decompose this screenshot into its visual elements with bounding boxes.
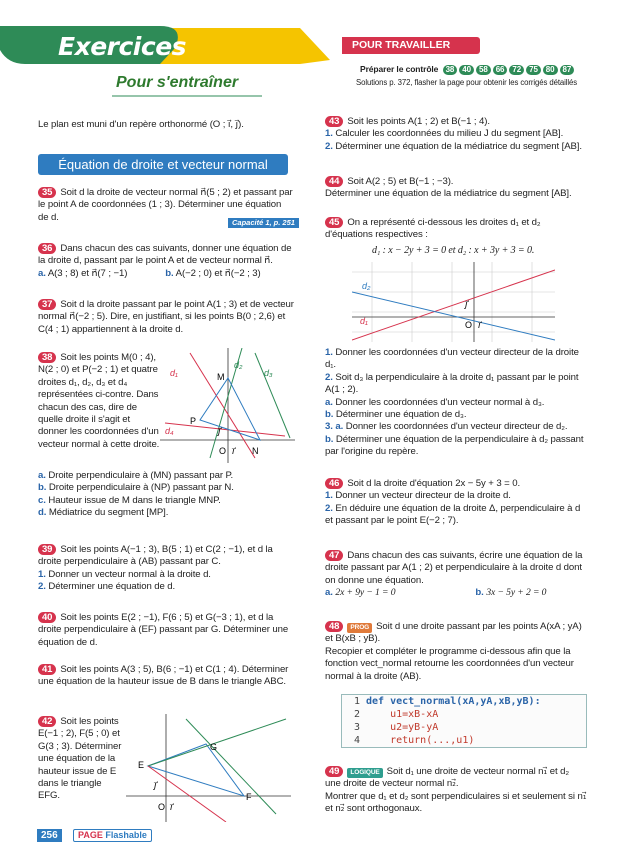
intro: Le plan est muni d'un repère orthonormé (O ; i⃗, j⃗). (38, 119, 244, 130)
label-j: j⃗ (154, 780, 157, 790)
exercise-number: 35 (38, 187, 56, 198)
exercise-42: 42 Soit les points E(−1 ; 2), F(5 ; 0) et G(3 ; 3). Déterminer une équation de la hauteur issue de E dans le triangle EFG. (38, 716, 122, 802)
label-d2: d₂ (362, 281, 371, 291)
label-j: j⃗ (465, 299, 468, 309)
exercise-37: 37 Soit d la droite passant par le point A(1 ; 3) et de vecteur normal n⃗(−2 ; 5). Dire, en justifiant, si les points B(0 ; 2,6) et C(4 ; 1) appartiennent à la droite d. (38, 299, 294, 335)
triangle-efg (148, 744, 244, 796)
exercise-47: 47 Dans chacun des cas suivants, écrire une équation de la droite passant par A(1 ; 2) et perpendiculaire à la droite d dont on donne une équation. a. 2x + 9y − 1 = 0 b. 3x − 5y + 2 = 0 (325, 550, 583, 599)
label-d3: d₃ (264, 368, 273, 378)
label-i: i⃗ (232, 446, 235, 456)
chip[interactable]: 72 (509, 65, 524, 75)
label-d2: d₂ (234, 360, 243, 370)
exercise-number: 44 (325, 176, 343, 187)
label-f: F (246, 792, 252, 802)
exercise-number: 39 (38, 544, 56, 555)
page-title: Exercices (58, 32, 187, 61)
panel-title: POUR TRAVAILLER SEUL (342, 37, 480, 54)
chip[interactable]: 80 (543, 65, 558, 75)
label-d4: d₄ (165, 426, 174, 436)
exercise-number: 48 (325, 621, 343, 632)
label-m: M (217, 372, 225, 382)
exercise-number: 46 (325, 478, 343, 489)
exercise-number: 40 (38, 612, 56, 623)
page-number: 256 (37, 829, 62, 842)
label-o: O (219, 446, 227, 456)
line-d1 (352, 270, 555, 340)
exercise-41: 41 Soit les points A(3 ; 5), B(6 ; −1) et C(1 ; 4). Déterminer une équation de la hauteur issue de B dans le triangle ABC. (38, 664, 289, 688)
chip[interactable]: 75 (526, 65, 541, 75)
label-p: P (190, 416, 197, 426)
exercise-48: 48 PROG Soit d une droite passant par les points A(xA ; yA) et B(xB ; yB). Recopier et compléter le programme ci-dessous afin que la fonction vect_normal retourne les coordonnées d'un vecteur normal à la droite (AB). (325, 621, 582, 682)
line-green (186, 719, 276, 814)
chip[interactable]: 40 (459, 65, 474, 75)
capacite-link[interactable]: Capacité 1, p. 251 (228, 218, 299, 228)
line-d4 (165, 423, 285, 436)
logique-tag: LOGIQUE (347, 768, 382, 778)
exercise-number: 37 (38, 299, 56, 310)
exercise-number: 47 (325, 550, 343, 561)
exercise-39: 39 Soit les points A(−1 ; 3), B(5 ; 1) et C(2 ; −1), et d la droite perpendiculaire à (AB) passant par C. 1. Donner un vecteur normal à la droite d. 2. Déterminer une équation de d. (38, 544, 273, 593)
exercise-number: 45 (325, 217, 343, 228)
section-title: Équation de droite et vecteur normal (38, 154, 288, 175)
exercise-number: 42 (38, 716, 56, 727)
exercise-38: 38 Soit les points M(0 ; 4), N(2 ; 0) et P(−2 ; 1) et quatre droites d₁, d₂, d₃ et d₄ représentées ci-contre. Dans chacun des cas, dire de quelle droite il s'agit et donner les coordonnées d'un vecteur normal à cette droite. (38, 352, 160, 450)
exercise-45: 45 On a représenté ci-dessous les droites d₁ et d₂ d'équations respectives : (325, 217, 541, 241)
label-j: j⃗ (218, 426, 221, 436)
label-d1: d₁ (360, 316, 368, 326)
exercise-44: 44 Soit A(2 ; 5) et B(−1 ; −3). Déterminer une équation de la médiatrice du segment [AB]. (325, 176, 572, 200)
page-subtitle: Pour s'entraîner (116, 74, 239, 91)
exercise-number: 49 (325, 766, 343, 777)
triangle-mnp (200, 378, 260, 440)
label-d1: d₁ (170, 368, 178, 378)
exercise-38-items: a. Droite perpendiculaire à (MN) passant par P. b. Droite perpendiculaire à (NP) passant par N. c. Hauteur issue de M dans le triangle MNP. d. Médiatrice du segment [MP]. (38, 470, 234, 519)
exercise-number: 41 (38, 664, 56, 675)
exercise-number: 36 (38, 243, 56, 254)
equation-45: d₁ : x − 2y + 3 = 0 et d₂ : x + 3y + 3 = 0. (372, 245, 535, 256)
chip[interactable]: 38 (443, 65, 458, 75)
line-d2 (352, 292, 555, 340)
figure-42 (126, 714, 291, 822)
prog-tag: PROG (347, 623, 372, 633)
figure-38 (160, 348, 295, 463)
exercise-36: 36 Dans chacun des cas suivants, donner une équation de la droite d, passant par le point A et de vecteur normal n⃗. a. A(3 ; 8) et n⃗(7 ; −1) b. A(−2 ; 0) et n⃗(−2 ; 3) (38, 243, 292, 279)
exercise-35: 35 Soit d la droite de vecteur normal n⃗(5 ; 2) et passant par le point A de coordonnées (1 ; 3). Déterminer une équation de d. (38, 187, 293, 223)
label-i: i⃗ (478, 320, 481, 330)
exercise-46: 46 Soit d la droite d'équation 2x − 5y + 3 = 0. 1. Donner un vecteur directeur de la droite d. 2. En déduire une équation de la droite Δ, perpendiculaire à d et passant par le point E(−2 ; 7). (325, 478, 581, 527)
line-d3 (255, 353, 290, 438)
label-n: N (252, 446, 259, 456)
exercise-49: 49 LOGIQUE Soit d₁ une droite de vecteur normal n₁⃗ et d₂ une droite de vecteur normal n₂⃗. Montrer que d₁ et d₂ sont perpendiculaires si et seulement si n₁⃗ et n₂⃗ sont orthogonaux. (325, 766, 587, 815)
chip[interactable]: 58 (476, 65, 491, 75)
exercise-number: 38 (38, 352, 56, 363)
solutions-note: Solutions p. 372, flasher la page pour obtenir les corrigés détaillés (356, 78, 578, 87)
chip[interactable]: 66 (493, 65, 508, 75)
label-o: O (465, 320, 473, 330)
label-e: E (138, 760, 145, 770)
chip[interactable]: 87 (560, 65, 575, 75)
code-block: 1 def vect_normal(xA,yA,xB,yB): 2 u1=xB-xA 3 u2=yB-yA 4 return(...,u1) (341, 694, 587, 748)
figure-45 (352, 262, 555, 342)
prepare-label: Préparer le contrôle (360, 64, 439, 74)
exercise-number: 43 (325, 116, 343, 127)
prepare-control (360, 63, 574, 75)
label-o: O (158, 802, 166, 812)
flashable-badge[interactable]: PAGE Flashable (73, 829, 152, 842)
label-i: i⃗ (170, 802, 173, 812)
exercise-43: 43 Soit les points A(1 ; 2) et B(−1 ; 4). 1. Calculer les coordonnées du milieu J du segment [AB]. 2. Déterminer une équation de la médiatrice du segment [AB]. (325, 116, 582, 152)
exercise-40: 40 Soit les points E(2 ; −1), F(6 ; 5) et G(−3 ; 1), et d la droite perpendiculaire à (EF) passant par G. Déterminer une équation de d. (38, 612, 289, 648)
label-g: G (210, 742, 218, 752)
exercise-45-items: 1. Donner les coordonnées d'un vecteur directeur de la droite d₁. 2. Soit d₃ la perpendiculaire à la droite d₁ passant par le point A(1 ; 2). a. Donner les coordonnées d'un vecteur normal à d₃. b. Déterminer une équation de d₃. 3. a. Donner les coordonnées d'un vecteur directeur de d₂. b. Déterminer une équation de la perpendiculaire à d₂ passant par l'origine du repère. (325, 347, 584, 458)
altitude-e (148, 766, 226, 822)
line-d1 (190, 353, 255, 458)
